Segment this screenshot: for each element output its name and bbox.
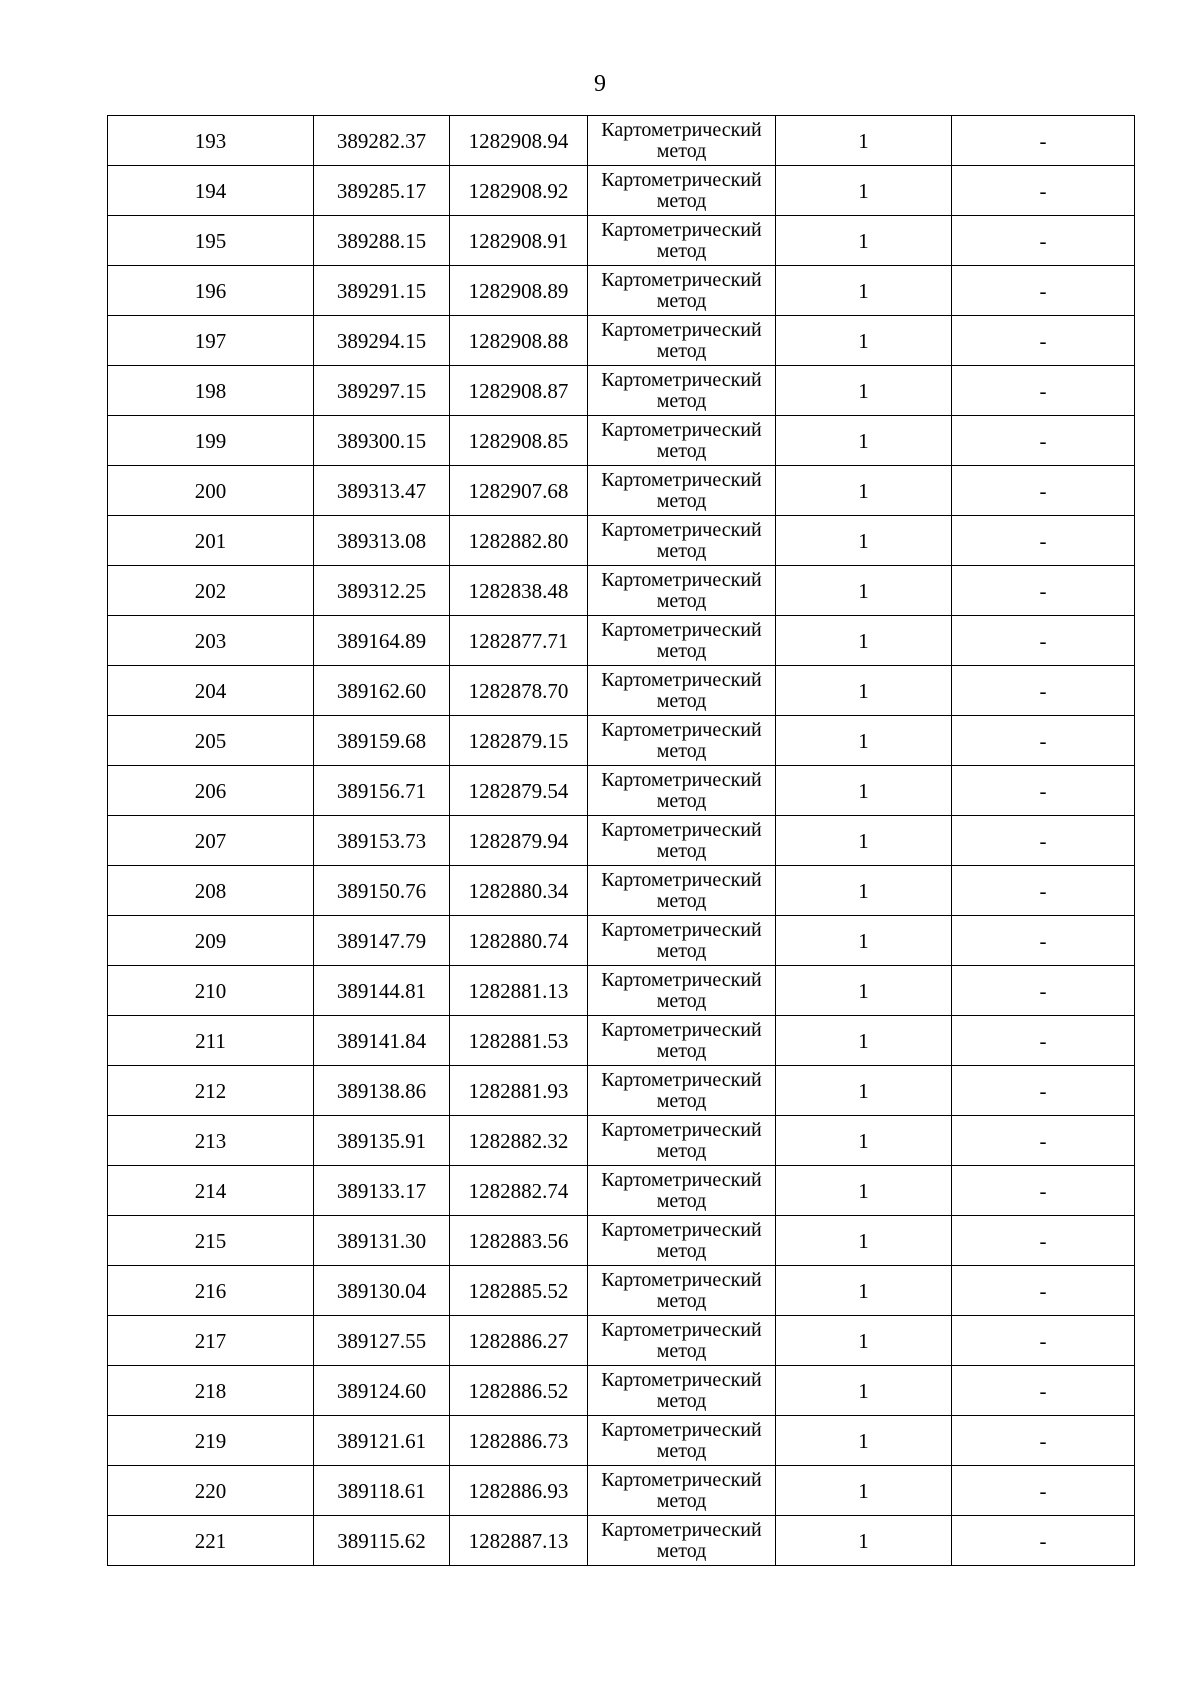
method-line-2: метод [656,389,707,412]
note-cell: - [952,1016,1135,1066]
method-cell [588,716,776,766]
method-cell [588,1366,776,1416]
y-coordinate-cell: 1282908.94 [450,116,588,166]
method-line-2: метод [656,239,707,262]
x-coordinate-cell: 389118.61 [314,1466,450,1516]
y-coordinate-cell: 1282881.53 [450,1016,588,1066]
accuracy-cell: 1 [776,1116,952,1166]
x-coordinate-cell: 389297.15 [314,366,450,416]
table-row [108,466,1135,516]
point-number-cell: 198 [108,366,314,416]
method-cell [588,616,776,666]
method-line-2: метод [656,1389,707,1412]
method-line-1: Картометрический [601,818,762,841]
note-cell: - [952,1216,1135,1266]
point-number-cell: 199 [108,416,314,466]
method-cell [588,1216,776,1266]
table-row [108,1016,1135,1066]
point-number-cell: 220 [108,1466,314,1516]
x-coordinate-cell: 389153.73 [314,816,450,866]
method-line-1: Картометрический [601,568,762,591]
method-line-2: метод [656,439,707,462]
method-line-2: метод [656,789,707,812]
method-cell [588,1266,776,1316]
x-coordinate-cell: 389124.60 [314,1366,450,1416]
point-number-cell: 211 [108,1016,314,1066]
table-row [108,1116,1135,1166]
table-row [108,1066,1135,1116]
accuracy-cell: 1 [776,716,952,766]
method-cell [588,416,776,466]
accuracy-cell: 1 [776,1466,952,1516]
method-line-2: метод [656,739,707,762]
method-cell [588,566,776,616]
method-line-2: метод [656,189,707,212]
x-coordinate-cell: 389131.30 [314,1216,450,1266]
accuracy-cell: 1 [776,266,952,316]
method-cell [588,116,776,166]
accuracy-cell: 1 [776,166,952,216]
point-number-cell: 204 [108,666,314,716]
method-cell [588,1416,776,1466]
note-cell: - [952,1316,1135,1366]
x-coordinate-cell: 389294.15 [314,316,450,366]
x-coordinate-cell: 389141.84 [314,1016,450,1066]
table-row [108,366,1135,416]
table-row [108,316,1135,366]
x-coordinate-cell: 389115.62 [314,1516,450,1566]
table-row [108,916,1135,966]
method-line-1: Картометрический [601,1068,762,1091]
method-line-1: Картометрический [601,668,762,691]
method-cell [588,366,776,416]
accuracy-cell: 1 [776,1316,952,1366]
x-coordinate-cell: 389135.91 [314,1116,450,1166]
method-line-1: Картометрический [601,168,762,191]
accuracy-cell: 1 [776,1366,952,1416]
accuracy-cell: 1 [776,516,952,566]
method-cell [588,1066,776,1116]
y-coordinate-cell: 1282879.94 [450,816,588,866]
accuracy-cell: 1 [776,616,952,666]
note-cell: - [952,1266,1135,1316]
method-line-1: Картометрический [601,868,762,891]
method-line-2: метод [656,1089,707,1112]
note-cell: - [952,866,1135,916]
method-cell [588,266,776,316]
note-cell: - [952,816,1135,866]
point-number-cell: 195 [108,216,314,266]
method-cell [588,1466,776,1516]
table-row [108,1416,1135,1466]
table-row [108,416,1135,466]
x-coordinate-cell: 389150.76 [314,866,450,916]
method-line-1: Картометрический [601,1518,762,1541]
point-number-cell: 205 [108,716,314,766]
note-cell: - [952,1066,1135,1116]
y-coordinate-cell: 1282908.87 [450,366,588,416]
method-line-1: Картометрический [601,318,762,341]
method-line-2: метод [656,589,707,612]
method-line-1: Картометрический [601,118,762,141]
x-coordinate-cell: 389147.79 [314,916,450,966]
method-line-2: метод [656,889,707,912]
table-row [108,1366,1135,1416]
x-coordinate-cell: 389300.15 [314,416,450,466]
y-coordinate-cell: 1282907.68 [450,466,588,516]
x-coordinate-cell: 389164.89 [314,616,450,666]
accuracy-cell: 1 [776,116,952,166]
accuracy-cell: 1 [776,916,952,966]
method-line-2: метод [656,489,707,512]
method-line-2: метод [656,639,707,662]
note-cell: - [952,1166,1135,1216]
table-row [108,1316,1135,1366]
method-line-1: Картометрический [601,1368,762,1391]
point-number-cell: 216 [108,1266,314,1316]
point-number-cell: 214 [108,1166,314,1216]
accuracy-cell: 1 [776,866,952,916]
accuracy-cell: 1 [776,1066,952,1116]
x-coordinate-cell: 389138.86 [314,1066,450,1116]
point-number-cell: 219 [108,1416,314,1466]
table-row [108,516,1135,566]
method-cell [588,766,776,816]
point-number-cell: 194 [108,166,314,216]
y-coordinate-cell: 1282880.74 [450,916,588,966]
method-cell [588,516,776,566]
page-number: 9 [594,71,606,97]
note-cell: - [952,616,1135,666]
x-coordinate-cell: 389127.55 [314,1316,450,1366]
y-coordinate-cell: 1282908.85 [450,416,588,466]
method-line-1: Картометрический [601,918,762,941]
method-line-2: метод [656,339,707,362]
accuracy-cell: 1 [776,1216,952,1266]
method-line-1: Картометрический [601,1118,762,1141]
accuracy-cell: 1 [776,1416,952,1466]
point-number-cell: 210 [108,966,314,1016]
note-cell: - [952,1116,1135,1166]
point-number-cell: 221 [108,1516,314,1566]
method-line-1: Картометрический [601,418,762,441]
table-row [108,766,1135,816]
accuracy-cell: 1 [776,316,952,366]
table-row [108,816,1135,866]
method-line-2: метод [656,1039,707,1062]
accuracy-cell: 1 [776,766,952,816]
table-row [108,716,1135,766]
method-cell [588,1016,776,1066]
note-cell: - [952,1366,1135,1416]
method-line-2: метод [656,1189,707,1212]
accuracy-cell: 1 [776,366,952,416]
y-coordinate-cell: 1282886.93 [450,1466,588,1516]
accuracy-cell: 1 [776,416,952,466]
method-line-1: Картометрический [601,1268,762,1291]
table-row [108,966,1135,1016]
method-line-2: метод [656,1489,707,1512]
note-cell: - [952,316,1135,366]
x-coordinate-cell: 389159.68 [314,716,450,766]
method-line-2: метод [656,1339,707,1362]
point-number-cell: 207 [108,816,314,866]
x-coordinate-cell: 389282.37 [314,116,450,166]
note-cell: - [952,566,1135,616]
x-coordinate-cell: 389313.47 [314,466,450,516]
point-number-cell: 196 [108,266,314,316]
method-line-1: Картометрический [601,268,762,291]
method-cell [588,316,776,366]
point-number-cell: 218 [108,1366,314,1416]
point-number-cell: 209 [108,916,314,966]
note-cell: - [952,416,1135,466]
table-row [108,866,1135,916]
note-cell: - [952,766,1135,816]
method-line-1: Картометрический [601,968,762,991]
y-coordinate-cell: 1282887.13 [450,1516,588,1566]
table-row [108,1216,1135,1266]
x-coordinate-cell: 389313.08 [314,516,450,566]
method-cell [588,866,776,916]
table-body [108,116,1135,1566]
x-coordinate-cell: 389144.81 [314,966,450,1016]
y-coordinate-cell: 1282886.52 [450,1366,588,1416]
accuracy-cell: 1 [776,1266,952,1316]
note-cell: - [952,666,1135,716]
method-line-2: метод [656,539,707,562]
table-row [108,1516,1135,1566]
note-cell: - [952,966,1135,1016]
point-number-cell: 217 [108,1316,314,1366]
point-number-cell: 212 [108,1066,314,1116]
y-coordinate-cell: 1282908.88 [450,316,588,366]
method-line-2: метод [656,139,707,162]
method-line-1: Картометрический [601,618,762,641]
method-cell [588,1116,776,1166]
method-line-2: метод [656,989,707,1012]
method-cell [588,1166,776,1216]
method-line-2: метод [656,689,707,712]
note-cell: - [952,166,1135,216]
point-number-cell: 213 [108,1116,314,1166]
note-cell: - [952,1516,1135,1566]
method-line-2: метод [656,1139,707,1162]
accuracy-cell: 1 [776,816,952,866]
x-coordinate-cell: 389285.17 [314,166,450,216]
y-coordinate-cell: 1282883.56 [450,1216,588,1266]
x-coordinate-cell: 389130.04 [314,1266,450,1316]
method-line-1: Картометрический [601,718,762,741]
y-coordinate-cell: 1282880.34 [450,866,588,916]
x-coordinate-cell: 389288.15 [314,216,450,266]
y-coordinate-cell: 1282879.15 [450,716,588,766]
method-line-2: метод [656,1239,707,1262]
method-cell [588,1316,776,1366]
table-row [108,1466,1135,1516]
table-row [108,1166,1135,1216]
note-cell: - [952,216,1135,266]
x-coordinate-cell: 389162.60 [314,666,450,716]
note-cell: - [952,1466,1135,1516]
method-cell [588,466,776,516]
accuracy-cell: 1 [776,666,952,716]
point-number-cell: 197 [108,316,314,366]
note-cell: - [952,716,1135,766]
method-line-2: метод [656,939,707,962]
method-line-2: метод [656,1539,707,1562]
note-cell: - [952,466,1135,516]
point-number-cell: 203 [108,616,314,666]
point-number-cell: 206 [108,766,314,816]
y-coordinate-cell: 1282908.92 [450,166,588,216]
accuracy-cell: 1 [776,1516,952,1566]
y-coordinate-cell: 1282908.91 [450,216,588,266]
accuracy-cell: 1 [776,1016,952,1066]
table-row [108,566,1135,616]
note-cell: - [952,516,1135,566]
point-number-cell: 193 [108,116,314,166]
point-number-cell: 201 [108,516,314,566]
y-coordinate-cell: 1282882.80 [450,516,588,566]
x-coordinate-cell: 389312.25 [314,566,450,616]
method-line-1: Картометрический [601,468,762,491]
point-number-cell: 200 [108,466,314,516]
y-coordinate-cell: 1282879.54 [450,766,588,816]
method-line-1: Картометрический [601,368,762,391]
y-coordinate-cell: 1282885.52 [450,1266,588,1316]
accuracy-cell: 1 [776,466,952,516]
method-line-1: Картометрический [601,1168,762,1191]
method-cell [588,816,776,866]
method-line-1: Картометрический [601,1468,762,1491]
table-row [108,166,1135,216]
y-coordinate-cell: 1282886.27 [450,1316,588,1366]
table-row [108,616,1135,666]
method-cell [588,216,776,266]
method-cell [588,666,776,716]
method-line-1: Картометрический [601,218,762,241]
method-line-2: метод [656,1289,707,1312]
y-coordinate-cell: 1282908.89 [450,266,588,316]
method-line-2: метод [656,839,707,862]
note-cell: - [952,116,1135,166]
note-cell: - [952,916,1135,966]
y-coordinate-cell: 1282877.71 [450,616,588,666]
table-row [108,1266,1135,1316]
x-coordinate-cell: 389156.71 [314,766,450,816]
method-cell [588,166,776,216]
y-coordinate-cell: 1282882.74 [450,1166,588,1216]
method-cell [588,966,776,1016]
point-number-cell: 208 [108,866,314,916]
method-line-2: метод [656,289,707,312]
table-row [108,266,1135,316]
note-cell: - [952,1416,1135,1466]
coordinates-table [107,115,1135,1566]
table-row [108,666,1135,716]
table-row [108,216,1135,266]
method-line-1: Картометрический [601,1218,762,1241]
note-cell: - [952,266,1135,316]
y-coordinate-cell: 1282838.48 [450,566,588,616]
y-coordinate-cell: 1282886.73 [450,1416,588,1466]
y-coordinate-cell: 1282881.13 [450,966,588,1016]
y-coordinate-cell: 1282878.70 [450,666,588,716]
method-line-1: Картометрический [601,1318,762,1341]
y-coordinate-cell: 1282881.93 [450,1066,588,1116]
method-line-1: Картометрический [601,1418,762,1441]
x-coordinate-cell: 389133.17 [314,1166,450,1216]
x-coordinate-cell: 389291.15 [314,266,450,316]
method-line-1: Картометрический [601,768,762,791]
method-cell [588,916,776,966]
point-number-cell: 202 [108,566,314,616]
point-number-cell: 215 [108,1216,314,1266]
table-row [108,116,1135,166]
method-line-1: Картометрический [601,1018,762,1041]
accuracy-cell: 1 [776,566,952,616]
method-line-2: метод [656,1439,707,1462]
y-coordinate-cell: 1282882.32 [450,1116,588,1166]
accuracy-cell: 1 [776,1166,952,1216]
accuracy-cell: 1 [776,216,952,266]
method-line-1: Картометрический [601,518,762,541]
note-cell: - [952,366,1135,416]
accuracy-cell: 1 [776,966,952,1016]
x-coordinate-cell: 389121.61 [314,1416,450,1466]
method-cell [588,1516,776,1566]
